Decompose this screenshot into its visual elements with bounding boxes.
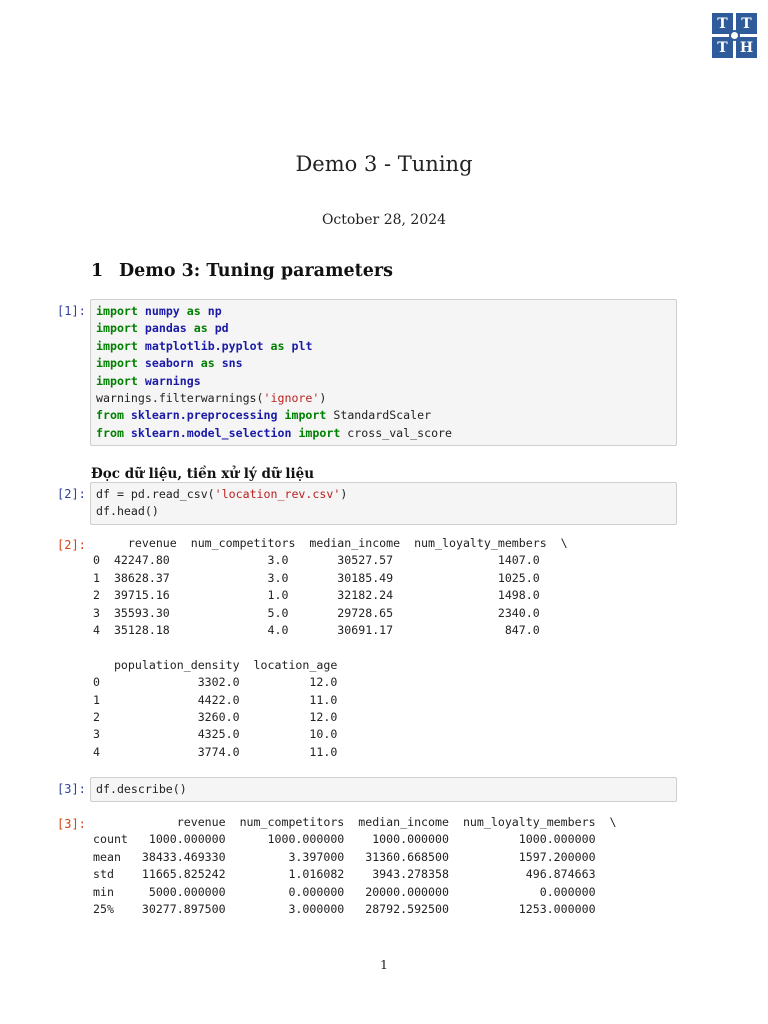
output-prompt: [3]:: [57, 817, 86, 831]
code-token: as: [193, 321, 208, 336]
section-number: 1: [91, 261, 104, 281]
code-cell[interactable]: [90, 482, 677, 525]
code-token: as: [200, 356, 215, 371]
output-line: 0 42247.80 3.0 30527.57 1407.0: [93, 553, 540, 568]
code-token: [138, 374, 145, 388]
output-line: min 5000.000000 0.000000 20000.000000 0.000000: [93, 884, 596, 899]
code-token: [180, 304, 187, 318]
output-line: 25% 30277.897500 3.000000 28792.592500 1253.000000: [93, 902, 596, 917]
code-token: sklearn.model_selection: [130, 425, 292, 440]
code-line: [96, 373, 671, 390]
code-token: np: [207, 304, 222, 318]
code-token: [208, 321, 215, 335]
code-token: from: [96, 425, 124, 440]
logo-letter: T: [736, 13, 757, 34]
code-line: [96, 781, 671, 798]
output-prompt: [2]:: [57, 538, 86, 552]
code-token: cross_val_score: [340, 425, 453, 440]
code-token: [138, 304, 145, 318]
output-table: [93, 814, 617, 918]
code-token: [124, 426, 131, 440]
code-token: sklearn.preprocessing: [130, 408, 278, 423]
code-token: [138, 339, 145, 353]
output-table: [93, 535, 568, 761]
markdown-heading: Đọc dữ liệu, tiền xử lý dữ liệu: [91, 466, 315, 482]
document-date: October 28, 2024: [321, 212, 447, 228]
code-token: plt: [291, 338, 313, 353]
code-token: df.describe(): [96, 782, 187, 796]
code-line: [96, 503, 671, 520]
code-token: warnings: [144, 373, 201, 388]
code-token: [138, 321, 145, 335]
code-line: [96, 407, 671, 424]
code-token: df.head(): [96, 504, 159, 519]
code-line: [96, 320, 671, 337]
output-line: 1 4422.0 11.0: [93, 692, 338, 707]
code-token: numpy: [144, 304, 180, 318]
code-line: [96, 390, 671, 407]
output-line: 4 35128.18 4.0 30691.17 847.0: [93, 623, 540, 638]
section-heading: [91, 261, 393, 281]
code-token: [194, 356, 201, 370]
code-token: 'ignore': [263, 391, 320, 406]
input-prompt: [2]:: [57, 487, 86, 501]
code-line: [96, 355, 671, 372]
code-line: [96, 425, 671, 442]
code-line: [96, 303, 671, 320]
code-token: import: [96, 338, 138, 353]
output-line: 4 3774.0 11.0: [93, 744, 338, 759]
code-token: [138, 356, 145, 370]
code-token: from: [96, 408, 124, 423]
output-line: 3 35593.30 5.0 29728.65 2340.0: [93, 605, 540, 620]
output-line: mean 38433.469330 3.397000 31360.668500 1597.200000: [93, 849, 596, 864]
output-line: revenue num_competitors median_income num_loyalty_members \: [93, 536, 568, 550]
code-cell[interactable]: [90, 777, 677, 802]
code-line: [96, 338, 671, 355]
code-token: seaborn: [144, 356, 194, 371]
output-line: revenue num_competitors median_income num_loyalty_members \: [93, 815, 617, 829]
code-token: df = pd.read_csv(: [96, 487, 215, 501]
code-token: import: [284, 408, 327, 423]
code-token: ): [340, 487, 348, 501]
code-token: pd: [214, 321, 229, 336]
code-token: warnings.filterwarnings(: [96, 391, 264, 406]
code-token: import: [96, 373, 138, 388]
output-line: 2 39715.16 1.0 32182.24 1498.0: [93, 588, 540, 603]
code-cell[interactable]: [90, 299, 677, 446]
logo-center-dot: [729, 30, 740, 41]
code-token: as: [270, 338, 285, 353]
output-line: std 11665.825242 1.016082 3943.278358 496.874663: [93, 867, 596, 882]
output-line: 1 38628.37 3.0 30185.49 1025.0: [93, 570, 540, 585]
code-token: pandas: [144, 321, 187, 336]
code-token: [264, 339, 271, 353]
output-line: 0 3302.0 12.0: [93, 675, 338, 690]
code-token: import: [298, 425, 341, 440]
section-title: Demo 3: Tuning parameters: [119, 261, 393, 281]
code-token: import: [96, 321, 138, 336]
output-line: count 1000.000000 1000.000000 1000.000000 1000.000000: [93, 832, 596, 847]
code-token: import: [96, 356, 138, 371]
code-token: [187, 321, 194, 335]
page-number: 1: [380, 957, 388, 972]
output-line: population_density location_age: [93, 657, 338, 672]
code-token: import: [96, 304, 138, 318]
code-token: StandardScaler: [326, 408, 432, 423]
output-line: [93, 639, 568, 656]
output-line: 2 3260.0 12.0: [93, 710, 338, 725]
code-token: ): [319, 391, 327, 406]
logo-letter: T: [712, 37, 733, 58]
code-token: [201, 304, 208, 318]
input-prompt: [1]:: [57, 304, 86, 318]
code-line: [96, 486, 671, 503]
logo-letter: H: [736, 37, 757, 58]
code-token: sns: [221, 356, 243, 371]
code-token: [215, 356, 222, 370]
logo: [712, 13, 757, 58]
code-token: [124, 408, 131, 422]
code-token: as: [186, 304, 201, 318]
document-title: Demo 3 - Tuning: [295, 152, 473, 176]
input-prompt: [3]:: [57, 782, 86, 796]
code-token: matplotlib.pyplot: [144, 338, 264, 353]
code-token: 'location_rev.csv': [214, 487, 341, 501]
logo-letter: T: [712, 13, 733, 34]
output-line: 3 4325.0 10.0: [93, 727, 338, 742]
